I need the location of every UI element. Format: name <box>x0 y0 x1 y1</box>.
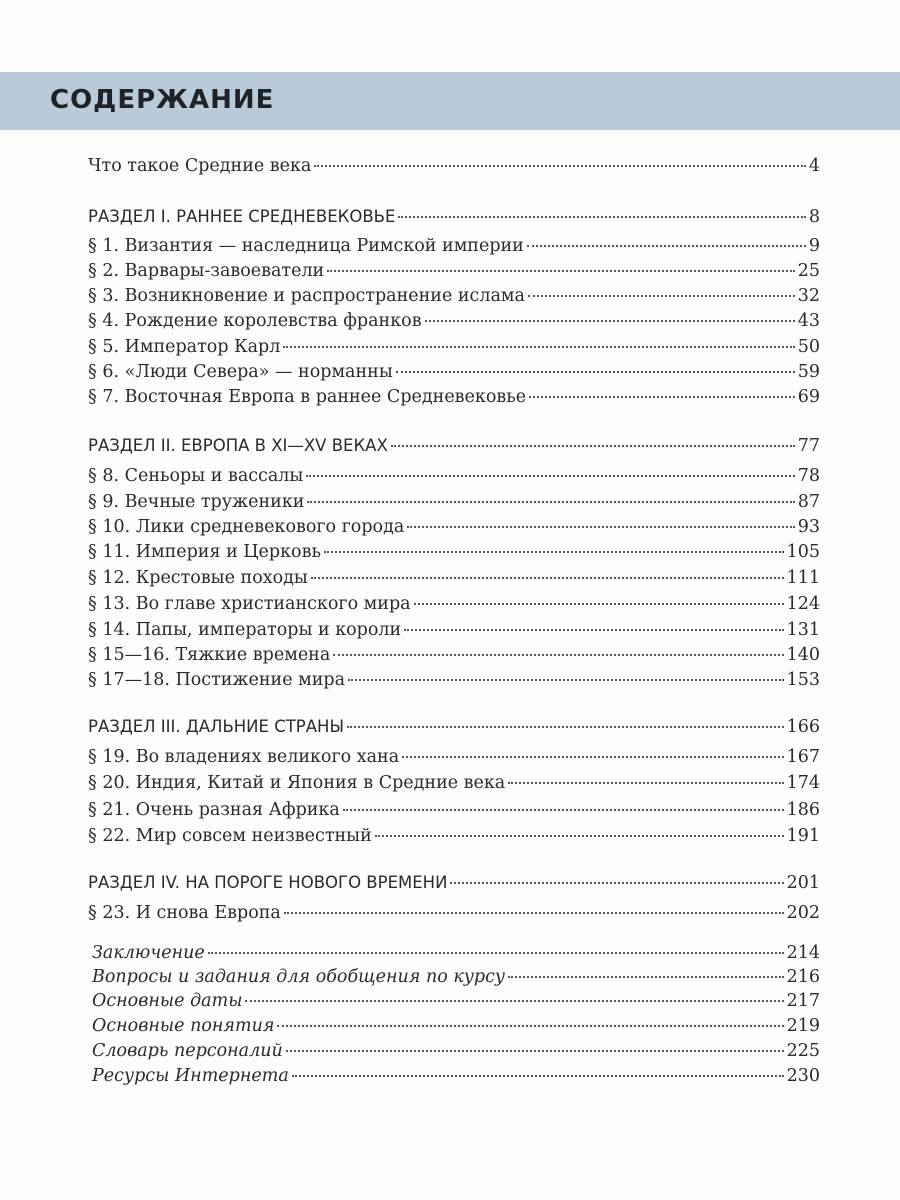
toc-entry-page: 131 <box>786 620 820 640</box>
dot-leader <box>348 679 784 681</box>
dot-leader <box>333 654 783 656</box>
toc-appendix-entry <box>92 1040 820 1062</box>
toc-entry-page: 214 <box>786 943 820 963</box>
toc-entry-title: § 7. Восточная Европа в раннее Средневековье <box>88 387 527 407</box>
toc-entry-title: § 13. Во главе христианского мира <box>88 594 411 614</box>
toc-entry-page: 25 <box>797 261 820 281</box>
toc-entry-title: § 12. Крестовые походы <box>88 568 308 588</box>
dot-leader <box>529 396 795 398</box>
toc-entry-page: 111 <box>786 568 820 588</box>
toc-section-2 <box>88 435 820 457</box>
toc-entry <box>88 465 820 487</box>
toc-entry-title: § 19. Во владениях великого хана <box>88 747 400 767</box>
toc-appendix-entry <box>92 1065 820 1087</box>
dot-leader <box>284 912 784 914</box>
toc-section-page: 77 <box>797 436 820 456</box>
dot-leader <box>425 320 795 322</box>
toc-entry-title: § 21. Очень разная Африка <box>88 800 340 820</box>
toc-entry <box>88 285 820 307</box>
dot-leader <box>375 835 784 837</box>
toc-appendix-entry <box>92 990 820 1012</box>
toc-entry <box>88 902 820 924</box>
toc-section-title: РАЗДЕЛ II. ЕВРОПА В XI—XV ВЕКАХ <box>88 436 388 455</box>
toc-entry <box>88 310 820 332</box>
dot-leader <box>404 629 783 631</box>
dot-leader <box>414 603 784 605</box>
toc-section-1 <box>88 206 820 228</box>
toc-entry-page: 153 <box>786 670 820 690</box>
toc-entry-title: Основные понятия <box>92 1016 275 1036</box>
toc-entry-title: § 6. «Люди Севера» — норманны <box>88 362 393 382</box>
toc-entry-title: Ресурсы Интернета <box>92 1066 289 1086</box>
toc-entry <box>88 386 820 408</box>
toc-entry-title: § 20. Индия, Китай и Япония в Средние века <box>88 773 506 793</box>
toc-section-page: 8 <box>808 207 820 227</box>
toc-entry-title: Словарь персоналий <box>92 1041 283 1061</box>
toc-appendix-entry <box>92 942 820 964</box>
toc-entry <box>88 825 820 847</box>
toc-entry-page: 32 <box>797 286 820 306</box>
toc-entry <box>88 260 820 282</box>
toc-section-title: РАЗДЕЛ IV. НА ПОРОГЕ НОВОГО ВРЕМЕНИ <box>88 873 448 892</box>
dot-leader <box>307 501 794 503</box>
toc-entry-page: 93 <box>797 517 820 537</box>
toc-entry-page: 217 <box>786 991 820 1011</box>
toc-entry-title: Что такое Средние века <box>88 156 312 176</box>
toc-entry-page: 43 <box>797 311 820 331</box>
toc-entry <box>88 593 820 615</box>
dot-leader <box>402 756 783 758</box>
dot-leader <box>347 726 784 728</box>
toc-entry-title: Вопросы и задания для обобщения по курсу <box>92 967 506 987</box>
dot-leader <box>292 1075 784 1077</box>
toc-entry-page: 216 <box>786 967 820 987</box>
toc-entry-page: 78 <box>797 466 820 486</box>
toc-entry-page: 59 <box>797 362 820 382</box>
dot-leader <box>277 1025 783 1027</box>
dot-leader <box>208 952 784 954</box>
dot-leader <box>508 976 784 978</box>
toc-entry-page: 87 <box>797 492 820 512</box>
toc-entry-page: 9 <box>808 236 820 256</box>
toc-section-page: 166 <box>786 717 820 737</box>
toc-entry-page: 202 <box>786 903 820 923</box>
toc-entry <box>88 772 820 794</box>
toc-entry-title: § 3. Возникновение и распространение ислама <box>88 286 525 306</box>
page-title: СОДЕРЖАНИЕ <box>50 85 275 115</box>
toc-entry-title: § 9. Вечные труженики <box>88 492 305 512</box>
toc-entry-title: § 15—16. Тяжкие времена <box>88 645 331 665</box>
toc-entry <box>88 619 820 641</box>
dot-leader <box>508 782 783 784</box>
toc-entry <box>88 491 820 513</box>
toc-section-4 <box>88 872 820 894</box>
toc-entry-title: § 1. Византия — наследница Римской империи <box>88 236 524 256</box>
dot-leader <box>327 270 794 272</box>
toc-entry-page: 219 <box>786 1016 820 1036</box>
toc-entry-title: § 22. Мир совсем неизвестный <box>88 826 372 846</box>
toc-entry-page: 191 <box>786 826 820 846</box>
dot-leader <box>343 809 784 811</box>
toc-entry-title: § 5. Император Карл <box>88 337 281 357</box>
toc-entry <box>88 567 820 589</box>
toc-entry-title: § 14. Папы, императоры и короли <box>88 620 402 640</box>
toc-section-title: РАЗДЕЛ III. ДАЛЬНИЕ СТРАНЫ <box>88 717 344 736</box>
toc-entry-page: 174 <box>786 773 820 793</box>
toc-entry-page: 186 <box>786 800 820 820</box>
dot-leader <box>396 371 795 373</box>
toc-entry-page: 69 <box>797 387 820 407</box>
dot-leader <box>527 245 806 247</box>
dot-leader <box>407 526 794 528</box>
toc-entry-page: 167 <box>786 747 820 767</box>
toc-entry-title: Заключение <box>92 943 205 963</box>
toc-entry-page: 124 <box>786 594 820 614</box>
dot-leader <box>324 551 784 553</box>
toc-entry-page: 105 <box>786 542 820 562</box>
toc-entry <box>88 669 820 691</box>
toc-entry-title: § 17—18. Постижение мира <box>88 670 346 690</box>
toc-entry-page: 4 <box>808 156 820 176</box>
toc-entry-page: 225 <box>786 1041 820 1061</box>
toc-entry <box>88 541 820 563</box>
toc-section-3 <box>88 716 820 738</box>
toc-entry-page: 140 <box>786 645 820 665</box>
toc-entry-title: § 23. И снова Европа <box>88 903 281 923</box>
toc-entry-title: § 8. Сеньоры и вассалы <box>88 466 304 486</box>
toc-entry <box>88 235 820 257</box>
dot-leader <box>306 475 794 477</box>
toc-entry-title: § 11. Империя и Церковь <box>88 542 321 562</box>
toc-entry-title: Основные даты <box>92 991 243 1011</box>
dot-leader <box>450 882 783 884</box>
toc-entry <box>88 516 820 538</box>
toc-entry-intro <box>88 155 820 177</box>
toc-entry <box>88 361 820 383</box>
dot-leader <box>283 346 794 348</box>
dot-leader <box>528 295 795 297</box>
toc-entry-page: 50 <box>797 337 820 357</box>
toc-entry <box>88 746 820 768</box>
toc-entry-title: § 10. Лики средневекового города <box>88 517 405 537</box>
toc-section-page: 201 <box>786 873 820 893</box>
toc-entry-page: 230 <box>786 1066 820 1086</box>
dot-leader <box>286 1050 784 1052</box>
dot-leader <box>311 577 784 579</box>
toc-appendix-entry <box>92 966 820 988</box>
dot-leader <box>314 165 805 167</box>
toc-entry-title: § 4. Рождение королевства франков <box>88 311 422 331</box>
dot-leader <box>391 445 795 447</box>
toc-entry <box>88 799 820 821</box>
toc-entry-title: § 2. Варвары-завоеватели <box>88 261 325 281</box>
toc-entry <box>88 644 820 666</box>
dot-leader <box>245 1000 783 1002</box>
toc-section-title: РАЗДЕЛ I. РАННЕЕ СРЕДНЕВЕКОВЬЕ <box>88 207 396 226</box>
dot-leader <box>398 216 805 218</box>
toc-appendix-entry <box>92 1015 820 1037</box>
toc-entry <box>88 336 820 358</box>
